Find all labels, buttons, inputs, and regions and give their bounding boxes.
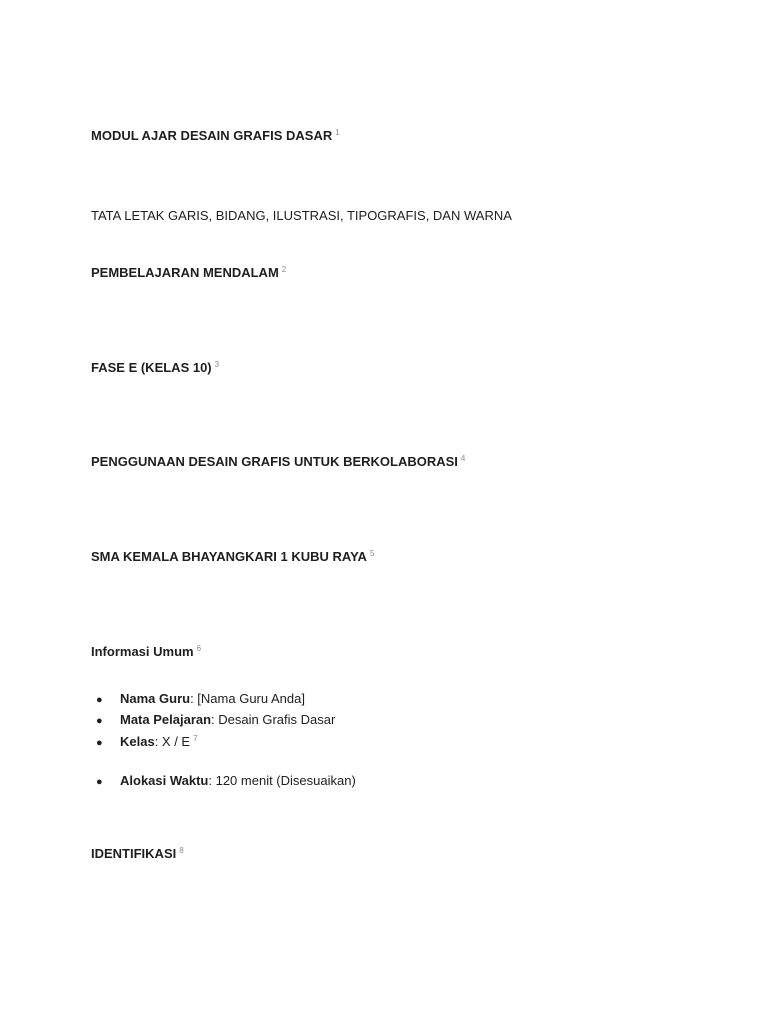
general-info-heading-text: Informasi Umum xyxy=(91,644,194,659)
item-label: Kelas xyxy=(120,734,155,749)
list-item xyxy=(91,691,305,708)
topic-heading xyxy=(91,454,465,470)
identification-heading xyxy=(91,846,184,862)
list-item xyxy=(91,734,198,751)
approach-heading xyxy=(91,265,286,281)
item-value: : [Nama Guru Anda] xyxy=(190,691,305,706)
school-heading-text: SMA KEMALA BHAYANGKARI 1 KUBU RAYA xyxy=(91,549,367,564)
footnote-marker[interactable]: 4 xyxy=(460,453,466,463)
document-title-text: MODUL AJAR DESAIN GRAFIS DASAR xyxy=(91,128,333,143)
general-info-heading xyxy=(91,644,201,660)
list-item xyxy=(91,712,335,729)
footnote-marker[interactable]: 7 xyxy=(193,733,198,743)
bullet-icon: ● xyxy=(96,715,103,727)
footnote-marker[interactable]: 8 xyxy=(179,845,184,855)
document-subtitle-text: TATA LETAK GARIS, BIDANG, ILUSTRASI, TIPOGRAFIS, DAN WARNA xyxy=(91,208,512,223)
bullet-icon: ● xyxy=(96,694,103,706)
footnote-marker[interactable]: 2 xyxy=(281,264,287,274)
item-label: Mata Pelajaran xyxy=(120,712,212,727)
document-title xyxy=(91,128,340,144)
phase-heading-text: FASE E (KELAS 10) xyxy=(91,360,212,375)
item-value: : 120 menit (Disesuaikan) xyxy=(208,773,356,788)
bullet-icon: ● xyxy=(96,776,103,788)
item-label: Nama Guru xyxy=(120,691,191,706)
bullet-icon: ● xyxy=(96,737,103,749)
list-item xyxy=(91,773,356,790)
approach-heading-text: PEMBELAJARAN MENDALAM xyxy=(91,265,279,280)
item-label: Alokasi Waktu xyxy=(120,773,209,788)
school-heading xyxy=(91,549,374,565)
topic-heading-text: PENGGUNAAN DESAIN GRAFIS UNTUK BERKOLABORASI xyxy=(91,454,458,469)
footnote-marker[interactable]: 5 xyxy=(369,548,375,558)
identification-heading-text: IDENTIFIKASI xyxy=(91,846,177,861)
document-subtitle xyxy=(91,208,512,224)
phase-heading xyxy=(91,360,219,376)
item-value: : X / E xyxy=(154,734,191,749)
item-value: : Desain Grafis Dasar xyxy=(211,712,336,727)
footnote-marker[interactable]: 3 xyxy=(214,359,220,369)
footnote-marker[interactable]: 1 xyxy=(335,127,340,137)
footnote-marker[interactable]: 6 xyxy=(196,643,202,653)
